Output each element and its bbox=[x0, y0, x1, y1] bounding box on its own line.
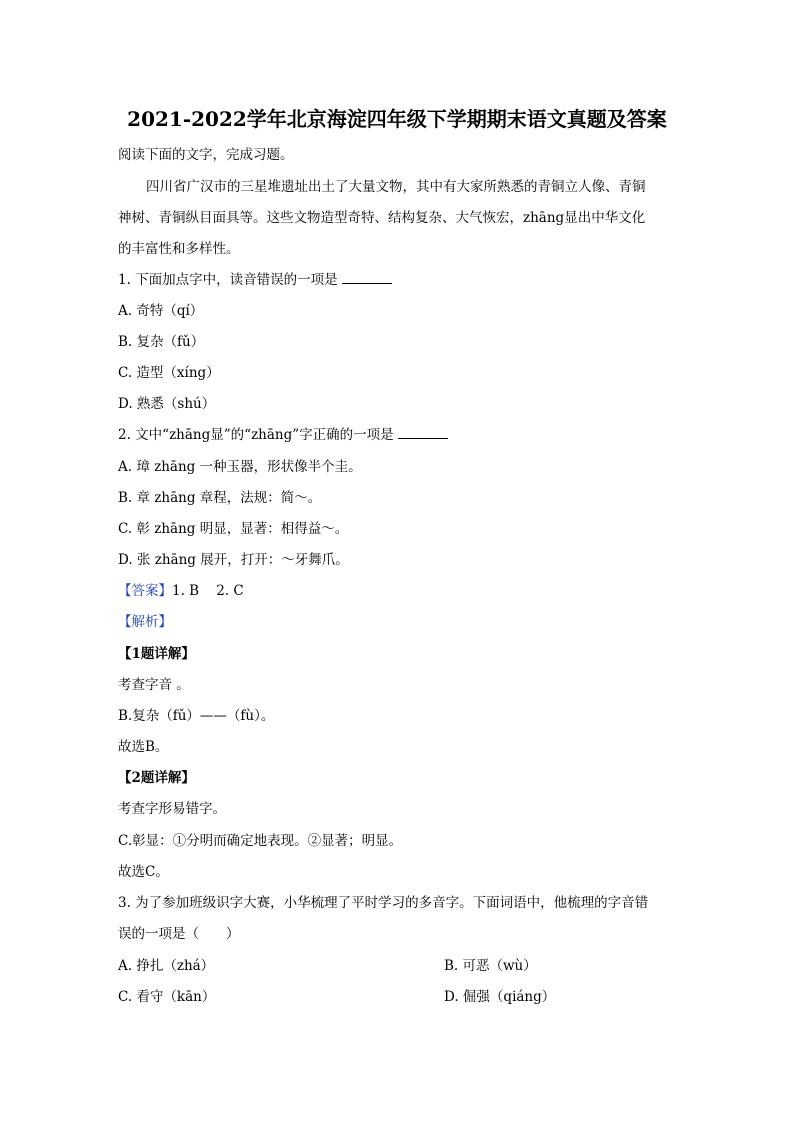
question-1-stem bbox=[118, 271, 392, 289]
passage-line-2: 神树、青铜纵目面具等。这些文物造型奇特、结构复杂、大气恢宏，zhāng显出中华文化 bbox=[118, 210, 646, 226]
question-3-stem-line-2: 误的一项是（ ） bbox=[118, 926, 240, 942]
detail-1-line-3: 故选B。 bbox=[118, 739, 169, 755]
detail-2-line-3: 故选C。 bbox=[118, 864, 169, 880]
question-1-option-a: A. 奇特（qí） bbox=[118, 303, 204, 319]
question-3-option-d: D. 倔强（qiáng） bbox=[444, 989, 556, 1005]
question-2-option-c: C. 彰 zhāng 明显，显著：相得益～。 bbox=[118, 521, 349, 537]
detail-1-line-1: 考查字音 。 bbox=[118, 677, 190, 693]
question-3-option-c: C. 看守（kān） bbox=[118, 989, 216, 1005]
question-3-option-b: B. 可恶（wù） bbox=[444, 958, 537, 974]
document-title: 2021-2022学年北京海淀四年级下学期期末语文真题及答案 bbox=[127, 107, 667, 131]
question-1-option-d: D. 熟悉（shú） bbox=[118, 396, 216, 412]
answer-text: 1. B 2. C bbox=[172, 583, 244, 599]
answer-label: 【答案】 bbox=[118, 583, 172, 599]
answer-row bbox=[118, 582, 244, 600]
question-2-stem bbox=[118, 426, 448, 444]
intro-text: 阅读下面的文字，完成习题。 bbox=[118, 147, 294, 163]
detail-2-heading: 【2题详解】 bbox=[118, 770, 195, 786]
question-3-option-a: A. 挣扎（zhá） bbox=[118, 958, 215, 974]
passage-line-3: 的丰富性和多样性。 bbox=[118, 241, 240, 257]
detail-1-heading: 【1题详解】 bbox=[118, 646, 195, 662]
answer-blank bbox=[398, 426, 448, 439]
question-2-option-d: D. 张 zhāng 展开，打开：～牙舞爪。 bbox=[118, 552, 349, 568]
answer-blank bbox=[342, 271, 392, 284]
question-2-option-b: B. 章 zhāng 章程，法规：简～。 bbox=[118, 490, 322, 506]
detail-1-line-2: B.复杂（fǔ）——（fù）。 bbox=[118, 708, 275, 724]
question-1-text: 1. 下面加点字中，读音错误的一项是 bbox=[118, 272, 338, 288]
detail-2-line-2: C.彰显：①分明而确定地表现。②显著；明显。 bbox=[118, 833, 403, 849]
question-2-option-a: A. 璋 zhāng 一种玉器，形状像半个圭。 bbox=[118, 459, 362, 475]
question-1-option-b: B. 复杂（fǔ） bbox=[118, 334, 205, 350]
question-3-stem-line-1: 3. 为了参加班级识字大赛，小华梳理了平时学习的多音字。下面词语中，他梳理的字音错 bbox=[118, 895, 649, 911]
detail-2-line-1: 考查字形易错字。 bbox=[118, 801, 226, 817]
passage-line-1: 四川省广汉市的三星堆遗址出土了大量文物，其中有大家所熟悉的青铜立人像、青铜 bbox=[146, 179, 646, 195]
question-2-text: 2. 文中“zhāng显”的“zhāng”字正确的一项是 bbox=[118, 427, 394, 443]
question-1-option-c: C. 造型（xíng） bbox=[118, 365, 220, 381]
analysis-label: 【解析】 bbox=[118, 614, 172, 630]
